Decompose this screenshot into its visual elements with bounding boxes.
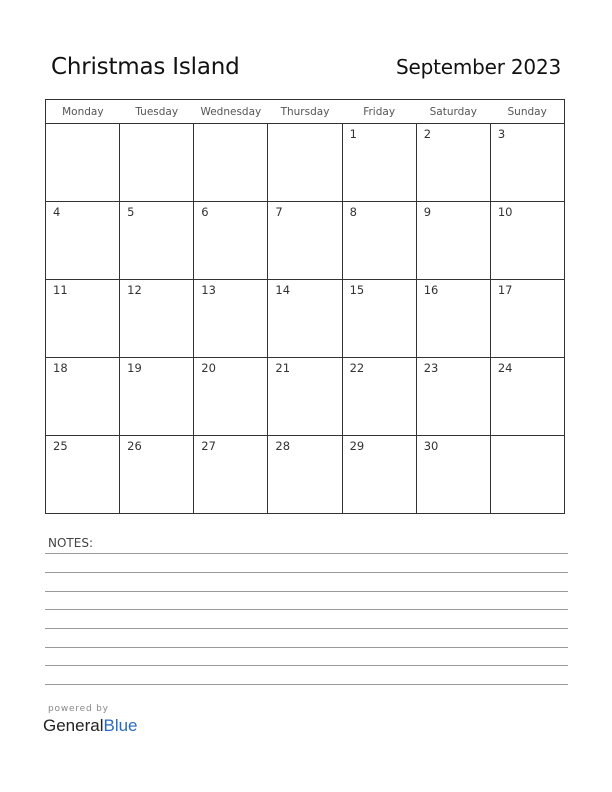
week-row — [46, 436, 565, 514]
day-cell — [194, 358, 268, 436]
weekday-header-monday: Monday — [46, 100, 120, 124]
day-number: 14 — [275, 283, 291, 297]
day-cell — [46, 202, 120, 280]
day-number: 7 — [275, 205, 283, 219]
day-cell — [120, 436, 194, 514]
day-cell — [490, 280, 564, 358]
day-cell — [46, 436, 120, 514]
day-cell — [46, 124, 120, 202]
day-number: 1 — [349, 127, 357, 141]
day-cell — [194, 436, 268, 514]
day-number: 30 — [423, 439, 439, 453]
day-cell — [46, 358, 120, 436]
day-number: 16 — [423, 283, 439, 297]
notes-label: NOTES: — [48, 536, 93, 550]
weekday-header-tuesday: Tuesday — [120, 100, 194, 124]
day-number: 3 — [497, 127, 506, 141]
brand-part-blue: Blue — [103, 716, 138, 735]
note-line — [45, 591, 568, 592]
day-number: 26 — [127, 439, 142, 453]
day-number: 27 — [201, 439, 216, 453]
day-cell — [268, 280, 342, 358]
day-cell — [268, 358, 342, 436]
country-title: Christmas Island — [51, 54, 240, 80]
day-number — [120, 124, 193, 127]
day-cell — [416, 358, 490, 436]
weekday-header-sunday: Sunday — [490, 100, 564, 124]
day-number — [46, 124, 119, 127]
day-number: 17 — [497, 283, 513, 297]
day-number: 13 — [201, 283, 216, 297]
day-number: 24 — [497, 361, 513, 375]
day-cell — [120, 202, 194, 280]
day-number: 4 — [53, 205, 61, 219]
day-cell — [416, 436, 490, 514]
note-line — [45, 665, 568, 666]
weekday-header-saturday: Saturday — [416, 100, 490, 124]
day-number: 18 — [53, 361, 68, 375]
day-cell — [46, 280, 120, 358]
day-cell — [194, 280, 268, 358]
day-number: 5 — [127, 205, 135, 219]
day-number: 20 — [201, 361, 216, 375]
day-cell — [416, 280, 490, 358]
calendar-grid — [45, 99, 565, 514]
day-cell — [194, 124, 268, 202]
day-number — [194, 124, 267, 127]
day-number: 10 — [497, 205, 513, 219]
day-cell — [416, 124, 490, 202]
weekday-header-friday: Friday — [342, 100, 416, 124]
day-number — [268, 124, 341, 127]
day-cell — [120, 280, 194, 358]
day-cell — [268, 202, 342, 280]
weekday-header-row — [46, 100, 565, 124]
day-number: 6 — [201, 205, 209, 219]
day-cell — [268, 436, 342, 514]
day-cell — [120, 358, 194, 436]
note-line — [45, 609, 568, 610]
day-cell — [490, 358, 564, 436]
powered-by-text: powered by — [48, 704, 109, 714]
day-cell — [490, 202, 564, 280]
day-cell — [268, 124, 342, 202]
day-number: 19 — [127, 361, 142, 375]
weekday-header-thursday: Thursday — [268, 100, 342, 124]
note-line — [45, 647, 568, 648]
day-cell — [342, 280, 416, 358]
day-number: 11 — [53, 283, 68, 297]
week-row — [46, 124, 565, 202]
day-number: 2 — [423, 127, 432, 141]
brand-part-general: General — [43, 716, 104, 735]
weekday-header-wednesday: Wednesday — [194, 100, 268, 124]
day-number: 22 — [349, 361, 365, 375]
day-cell — [490, 436, 564, 514]
day-number: 12 — [127, 283, 142, 297]
day-cell — [342, 202, 416, 280]
month-year-title: September 2023 — [395, 55, 561, 79]
day-number: 8 — [349, 205, 357, 219]
note-line — [45, 684, 568, 685]
week-row — [46, 202, 565, 280]
note-line — [45, 553, 568, 554]
day-number: 28 — [275, 439, 291, 453]
day-cell — [120, 124, 194, 202]
note-line — [45, 628, 568, 629]
day-cell — [194, 202, 268, 280]
week-row — [46, 280, 565, 358]
day-cell — [416, 202, 490, 280]
day-number: 23 — [423, 361, 439, 375]
day-number: 9 — [423, 205, 432, 219]
day-cell — [342, 436, 416, 514]
day-cell — [490, 124, 564, 202]
day-number: 29 — [349, 439, 365, 453]
day-number: 15 — [349, 283, 365, 297]
week-row — [46, 358, 565, 436]
day-number: 21 — [275, 361, 291, 375]
note-line — [45, 572, 568, 573]
day-cell — [342, 358, 416, 436]
generalblue-logo — [43, 716, 138, 736]
day-number — [491, 436, 564, 439]
day-cell — [342, 124, 416, 202]
day-number: 25 — [53, 439, 68, 453]
